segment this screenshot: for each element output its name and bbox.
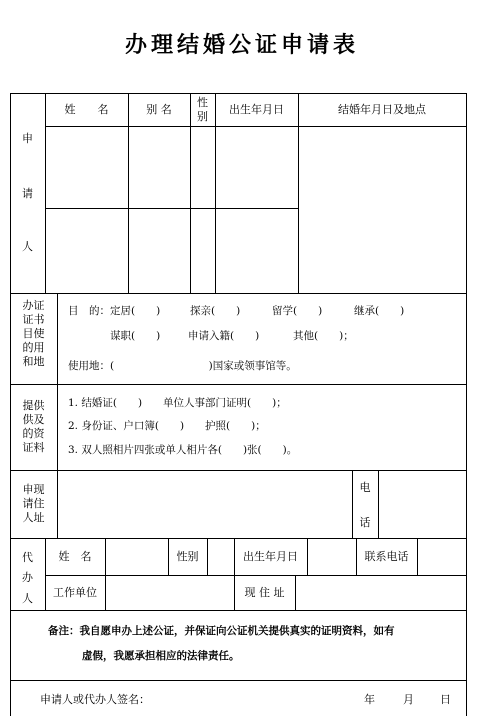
divider [10,470,467,471]
agent-label-char: 代 [22,551,33,564]
header-name: 姓 名 [64,103,109,116]
purpose-other[interactable]: 其他( )； [293,330,354,342]
divider [378,470,379,538]
agent-work-field[interactable] [107,577,233,609]
divider [207,538,208,575]
divider [105,538,106,610]
agent-name-label: 姓 名 [58,550,92,563]
header-alias: 别 名 [146,103,172,116]
purpose-inherit[interactable]: 继承( ) [354,305,405,317]
header-marriage-date-place: 结婚年月日及地点 [338,103,426,116]
signature-label: 申请人或代办人签名： [40,693,150,706]
divider [298,93,299,293]
applicant-address-field[interactable] [59,472,351,537]
note-line-2: 虚假，我愿承担相应的法律责任。 [82,650,240,662]
phone-label-char: 话 [359,516,371,529]
divider [57,293,58,538]
applicant-phone-field[interactable] [380,472,465,537]
purpose-employment[interactable]: 谋职( ) [110,330,161,342]
agent-address-label: 现 住 址 [244,586,285,599]
divider [10,538,467,539]
applicant2-alias-field[interactable] [130,210,189,292]
divider [45,208,298,209]
usage-location[interactable]: 使用地：( )国家或领事馆等。 [68,360,297,372]
divider [295,575,296,610]
agent-birth-field[interactable] [309,540,355,574]
divider [234,538,235,610]
section-label-char: 人 [22,240,33,253]
purpose-study[interactable]: 留学( ) [272,305,323,317]
document-item-2[interactable]: 2. 身份证、户口簿( ) 护照( )； [68,420,266,432]
signature-year: 年 [364,693,375,706]
agent-phone-label: 联系电话 [364,550,409,563]
agent-gender-label: 性别 [176,550,199,563]
header-birth-date: 出生年月日 [229,103,284,116]
agent-phone-field[interactable] [419,540,465,574]
divider [307,538,308,575]
section-label-char: 请 [22,187,33,200]
purpose-settle[interactable]: 目 的：定居( ) [68,305,161,317]
divider [45,126,466,127]
signature-month: 月 [403,693,414,706]
purpose-label: 办证 证书 目使 的用 和地 [22,299,45,368]
address-label: 申现 请住 人址 [22,483,45,524]
section-label-char: 申 [22,132,33,145]
divider [10,384,467,385]
agent-work-label: 工作单位 [53,586,97,599]
divider [10,610,467,611]
divider [128,93,129,293]
table-border-top [10,93,467,94]
agent-label-char: 人 [22,592,33,605]
form-title: 办理结婚公证申请表 [124,32,359,58]
divider [10,680,467,681]
divider [190,93,191,293]
signature-day: 日 [440,693,451,706]
agent-address-field[interactable] [297,577,465,609]
applicant1-name-field[interactable] [47,128,127,207]
divider [215,93,216,293]
document-item-3[interactable]: 3. 双人照相片四张或单人相片各( )张( )。 [68,444,298,456]
documents-label: 提供 供及 的资 证料 [22,399,45,454]
applicant1-alias-field[interactable] [130,128,189,207]
divider [417,538,418,575]
table-border-right [466,93,467,716]
agent-birth-label: 出生年月日 [243,550,298,563]
divider [10,293,467,294]
phone-label-char: 电 [359,481,371,494]
marriage-date-place-field[interactable] [300,128,465,292]
document-item-1[interactable]: 1. 结婚证( ) 单位人事部门证明( )； [68,397,287,409]
divider [45,538,46,610]
agent-label-char: 办 [22,571,33,584]
purpose-naturalization[interactable]: 申请入籍( ) [188,330,260,342]
agent-name-field[interactable] [107,540,167,574]
agent-gender-field[interactable] [209,540,233,574]
purpose-visit[interactable]: 探亲( ) [190,305,241,317]
note-line-1: 备注：我自愿申办上述公证，并保证向公证机关提供真实的证明资料，如有 [48,625,395,637]
signature-field[interactable] [160,688,350,710]
applicant2-name-field[interactable] [47,210,127,292]
divider [45,93,46,293]
header-gender: 性 [197,96,208,109]
header-gender: 别 [197,110,208,123]
divider [45,575,466,576]
